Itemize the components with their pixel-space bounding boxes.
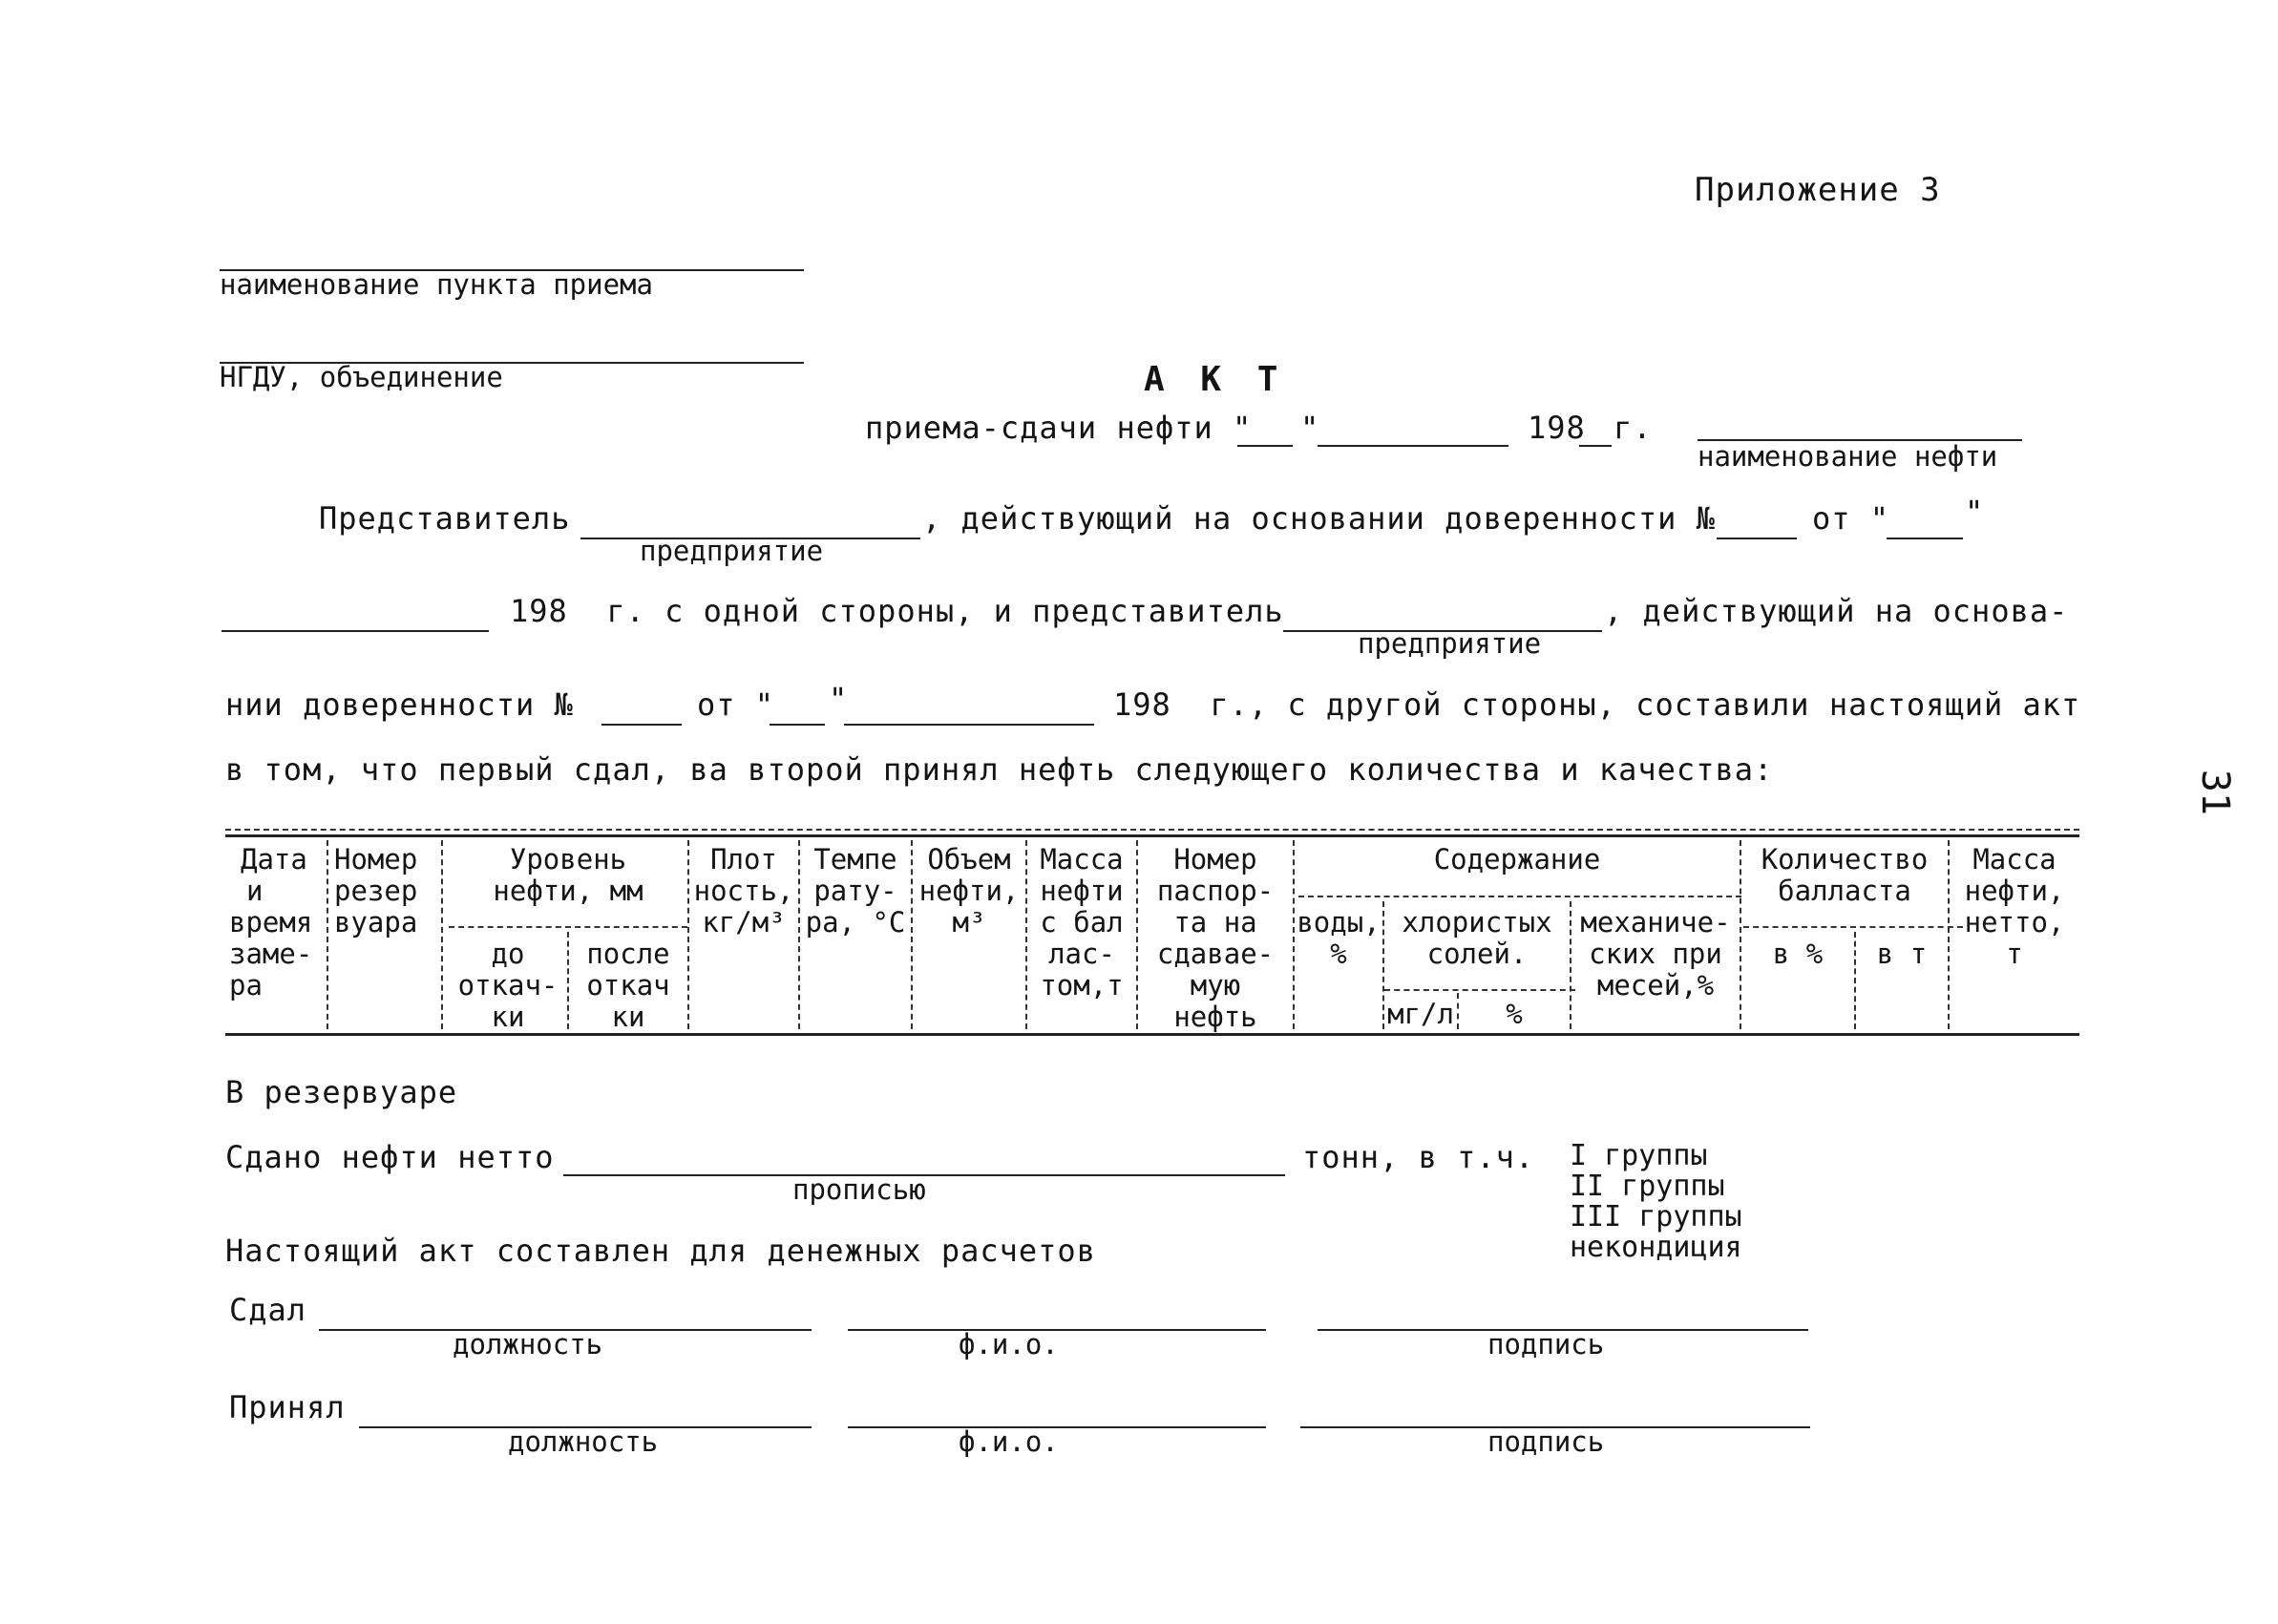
year-and-second-rep: 198 г. с одной стороны, и представитель: [510, 593, 1284, 629]
hdr-level-after: после откач ки: [586, 938, 670, 1033]
handed-fio-caption: ф.и.о.: [959, 1328, 1059, 1360]
date-2-month-line[interactable]: [844, 724, 1094, 726]
hdr-mechanical: механиче- ских при месей,%: [1580, 906, 1731, 1002]
table-top-dashed: [225, 829, 2079, 831]
act-year-line[interactable]: [1579, 445, 1612, 447]
chlorides-subrule: [1384, 989, 1575, 991]
handed-position-caption: должность: [453, 1328, 603, 1360]
tons-label: тонн, в т.ч.: [1302, 1139, 1535, 1175]
first-second-text: в том, что первый сдал, ва второй принял нефть следующего количества и качества:: [225, 751, 1774, 788]
date-from-1: от ": [1812, 500, 1890, 537]
group-1: I группы: [1570, 1139, 1708, 1172]
act-subtitle-start: приема-сдачи нефти ": [865, 410, 1253, 446]
table-bottom-rule: [225, 1033, 2079, 1036]
hdr-level: Уровень нефти, мм: [493, 843, 643, 907]
act-title: А К Т: [1144, 360, 1286, 399]
hdr-content: Содержание: [1433, 843, 1601, 875]
accepted-signature-caption: подпись: [1487, 1425, 1605, 1458]
purpose-text: Настоящий акт составлен для денежных расчетов: [225, 1233, 1096, 1269]
date-from-2-end: ": [829, 681, 849, 717]
receiving-point-caption: наименование пункта приема: [220, 268, 653, 301]
hdr-date-5: ра: [229, 969, 263, 1002]
ballast-subrule: [1743, 926, 1963, 928]
act-month-line[interactable]: [1318, 445, 1508, 447]
ngdu-caption: НГДУ, объединение: [220, 361, 503, 393]
hdr-tank-1: Номер: [334, 843, 418, 875]
hdr-tank-3: вуара: [334, 906, 418, 939]
hdr-density: Плот ность, кг/м³: [693, 843, 794, 939]
hdr-temperature: Темпе рату- ра, °С: [805, 843, 906, 939]
act-subtitle-quote: ": [1300, 410, 1320, 446]
hdr-chlorides-pct: %: [1506, 998, 1523, 1030]
col-sep-1: [327, 840, 328, 1029]
hdr-ballast-pct: в %: [1772, 938, 1824, 970]
date-1-day-line[interactable]: [1887, 538, 1963, 539]
hdr-date-2: и: [246, 875, 264, 907]
hdr-ballast: Количество балласта: [1761, 843, 1929, 907]
representative-1: Представитель: [319, 500, 571, 537]
hdr-tank-2: резер: [334, 875, 418, 907]
enterprise-1-caption: предприятие: [640, 535, 824, 567]
power-of-attorney-2: нии доверенности №: [225, 686, 574, 723]
hdr-chlorides: хлористых солей.: [1402, 906, 1552, 970]
page-number: 31: [2192, 769, 2237, 816]
handed-signature-caption: подпись: [1487, 1328, 1605, 1360]
handed-label: Сдал: [229, 1292, 307, 1328]
group-substandard: некондиция: [1570, 1231, 1742, 1264]
table-top-rule: [225, 834, 2079, 837]
in-tank-label: В резервуаре: [225, 1074, 458, 1110]
appendix-label: Приложение 3: [1695, 171, 1941, 209]
delivered-label: Сдано нефти нетто: [225, 1139, 555, 1175]
date-1-month-line[interactable]: [221, 630, 489, 632]
date-2-day-line[interactable]: [770, 724, 825, 726]
oil-name-caption: наименование нефти: [1698, 440, 1998, 473]
hdr-date-1: Дата: [241, 843, 307, 875]
power-of-attorney-1-no-line[interactable]: [1717, 538, 1797, 539]
hdr-net-mass: Масса нефти, нетто, т: [1964, 843, 2065, 970]
hdr-water: воды, %: [1297, 906, 1381, 970]
content-subrule: [1298, 896, 1741, 897]
hdr-level-before: до откач- ки: [457, 938, 559, 1033]
acting-text-2: , действующий на основа-: [1604, 593, 2069, 629]
enterprise-2-caption: предприятие: [1358, 627, 1542, 660]
act-day-line[interactable]: [1237, 445, 1293, 447]
hdr-chlorides-mg: мг/л: [1387, 998, 1454, 1030]
year-and-other-side: 198 г., с другой стороны, составили настоящий акт: [1113, 686, 2081, 723]
act-year-suffix: г.: [1614, 410, 1653, 446]
hdr-passport: Номер паспор- та на сдавае- мую нефть: [1156, 843, 1275, 1033]
hdr-mass-ballast: Масса нефти с бал лас- том,т: [1040, 843, 1124, 1002]
hdr-volume: Объем нефти, м³: [918, 843, 1020, 939]
level-subrule: [449, 926, 687, 928]
accepted-fio-caption: ф.и.о.: [959, 1425, 1059, 1458]
hdr-date-4: заме-: [229, 938, 313, 970]
group-3: III группы: [1570, 1200, 1742, 1234]
col-sep-2: [441, 840, 443, 1029]
group-2: II группы: [1570, 1170, 1725, 1203]
power-of-attorney-2-no-line[interactable]: [601, 724, 682, 726]
accepted-label: Принял: [229, 1389, 346, 1425]
hdr-ballast-t: в т: [1876, 938, 1928, 970]
in-words-caption: прописью: [792, 1173, 926, 1206]
hdr-date-3: время: [229, 906, 313, 939]
accepted-position-caption: должность: [508, 1425, 659, 1458]
date-from-2: от ": [697, 686, 775, 723]
act-year-prefix: 198: [1528, 410, 1586, 446]
date-from-1-end: ": [1965, 494, 1985, 530]
acting-text-1: , действующий на основании доверенности №: [922, 500, 1716, 537]
